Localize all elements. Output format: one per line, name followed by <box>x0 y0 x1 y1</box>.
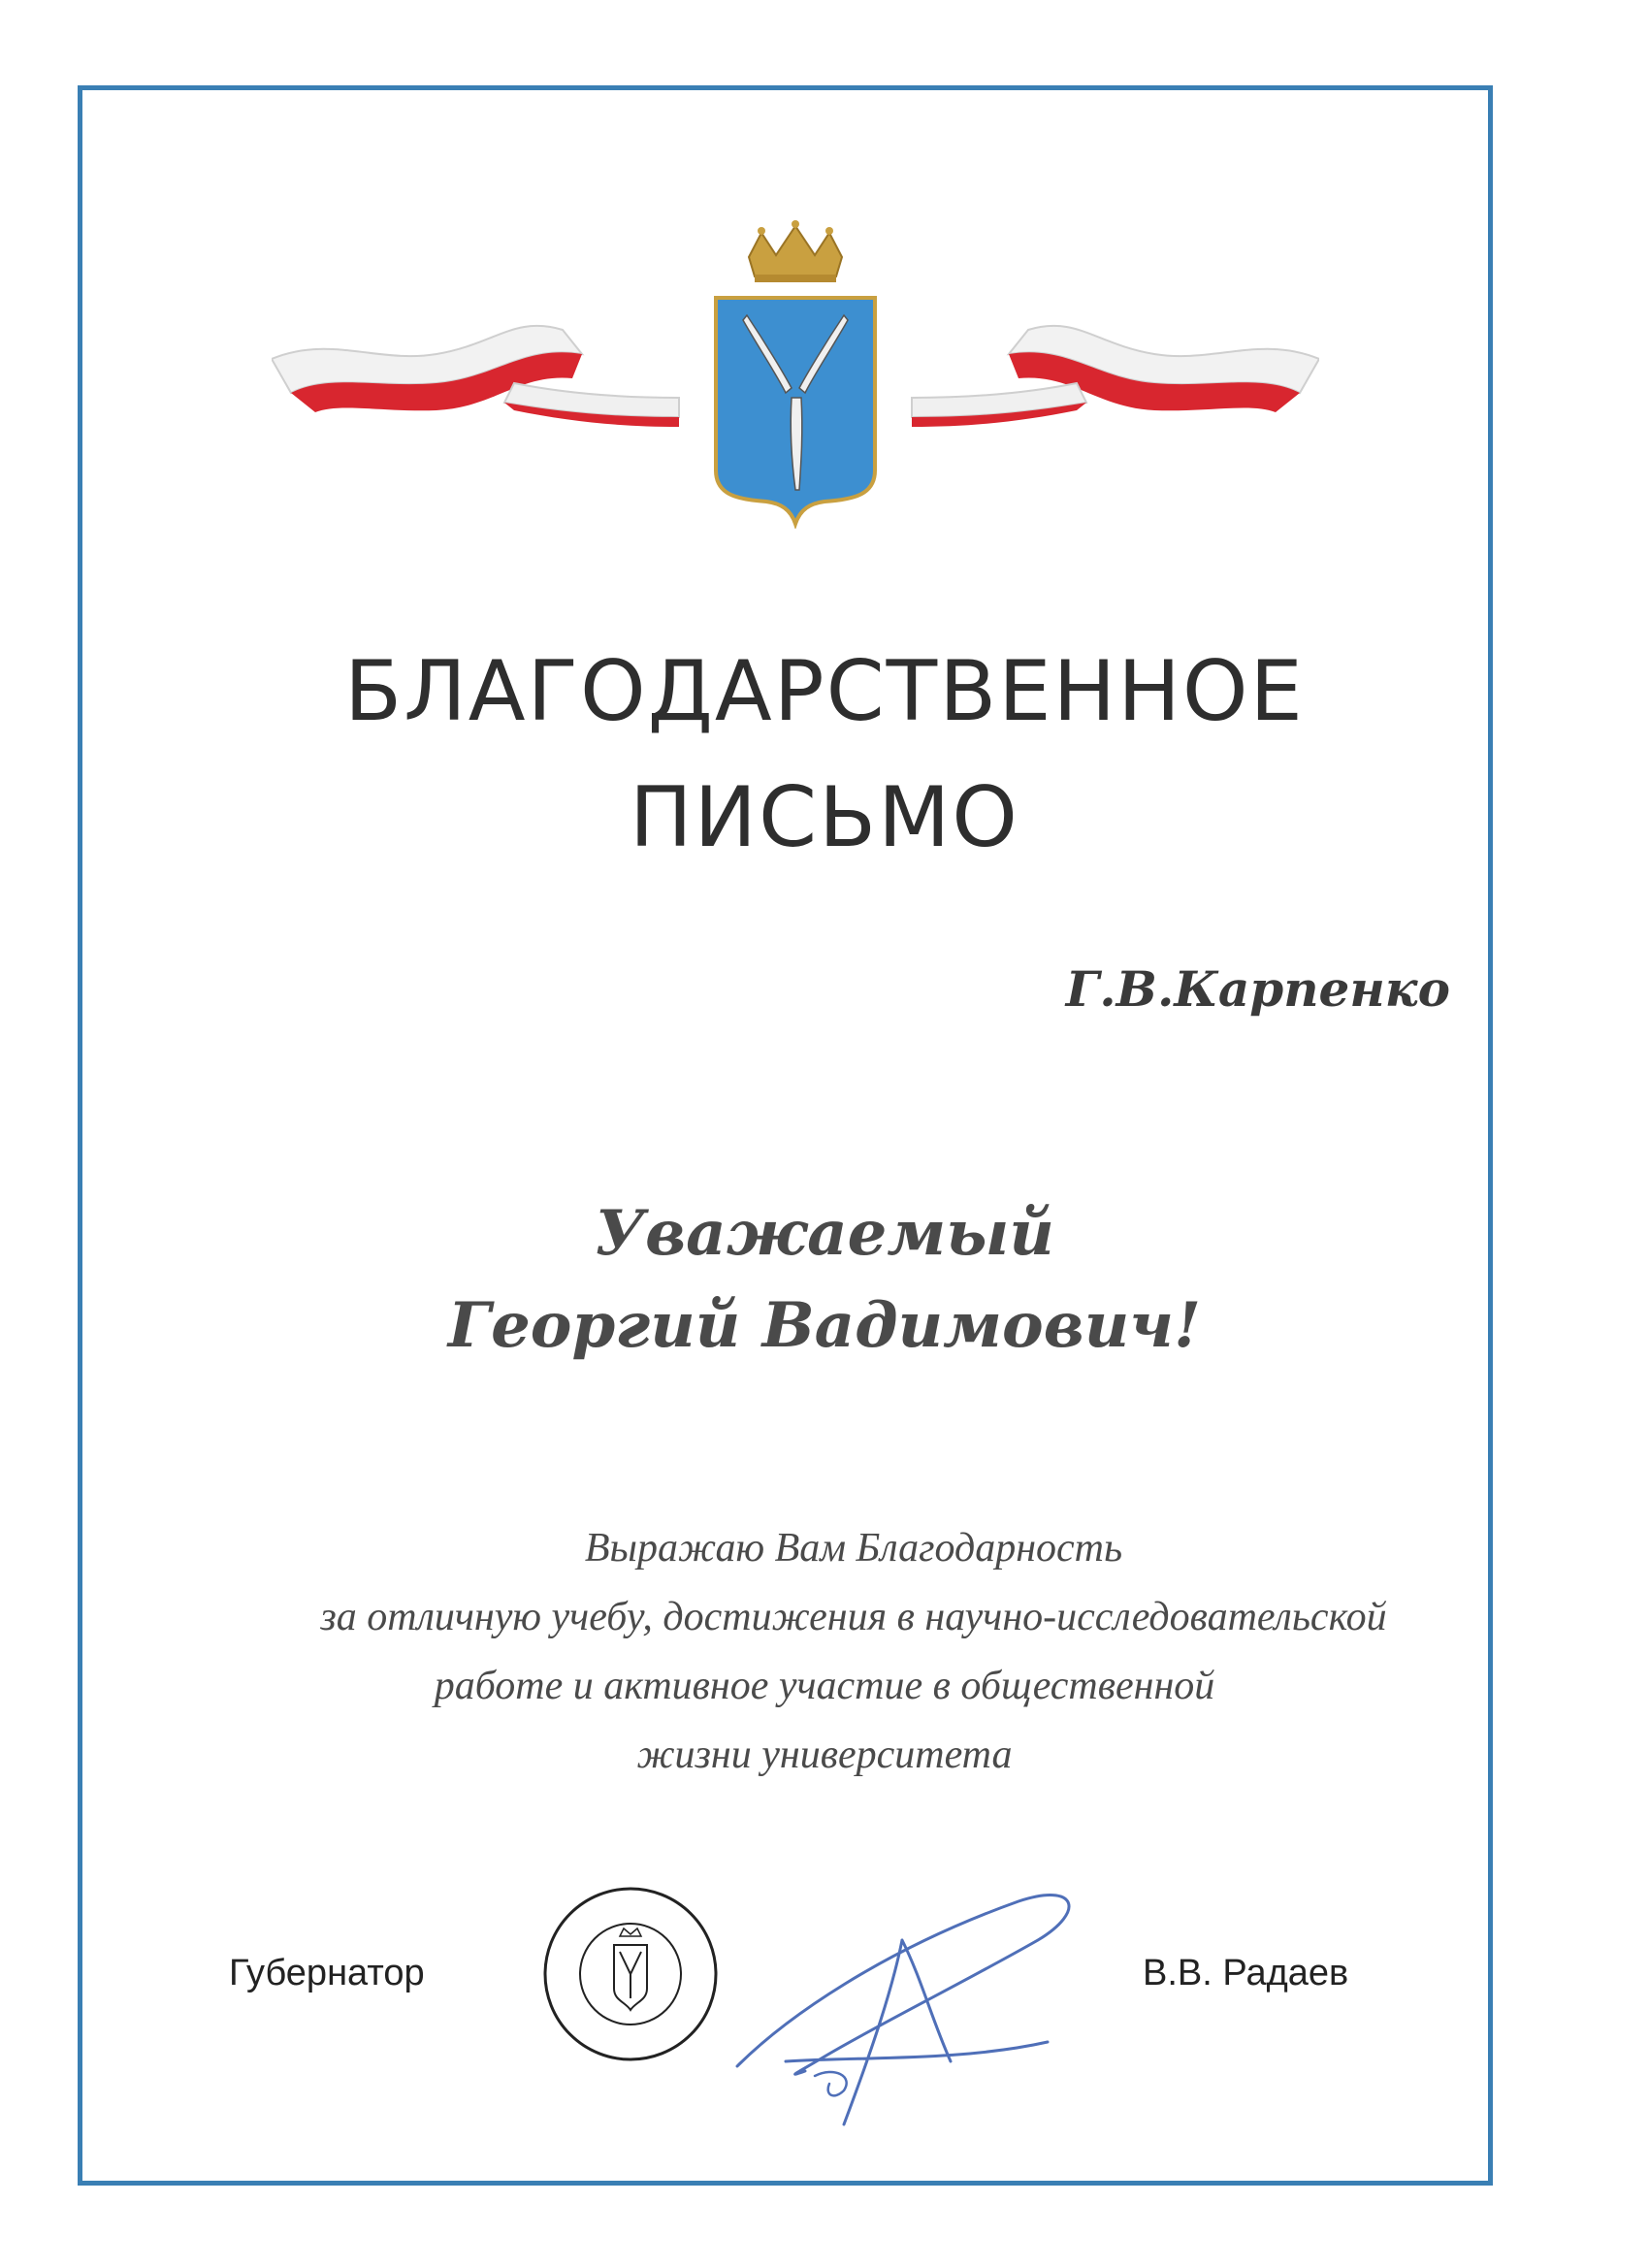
signatory-role: Губернатор <box>229 1953 425 1993</box>
governor-seal-icon <box>538 1882 723 2066</box>
body-line: за отличную учебу, достижения в научно-исследовательской <box>320 1595 1387 1639</box>
signatory-name: В.В. Радаев <box>1143 1953 1349 1993</box>
document-title-line2: ПИСЬМО <box>630 769 1019 866</box>
coat-of-arms-emblem <box>272 218 1319 529</box>
shield-icon <box>716 298 875 524</box>
recipient-name: Г.В.Карпенко <box>1065 960 1450 1018</box>
greeting-line1: Уважаемый <box>595 1197 1054 1270</box>
body-line: Выражаю Вам Благодарность <box>584 1526 1123 1571</box>
handwritten-signature-icon <box>728 1872 1096 2154</box>
body-line: жизни университета <box>636 1733 1013 1777</box>
crown-icon <box>749 220 842 282</box>
right-ribbon <box>912 326 1319 427</box>
left-ribbon <box>272 326 679 427</box>
document-title-line1: БЛАГОДАРСТВЕННОЕ <box>344 643 1305 740</box>
greeting-line2: Георгий Вадимович! <box>447 1289 1202 1362</box>
body-line: работе и активное участие в общественной <box>434 1664 1215 1708</box>
